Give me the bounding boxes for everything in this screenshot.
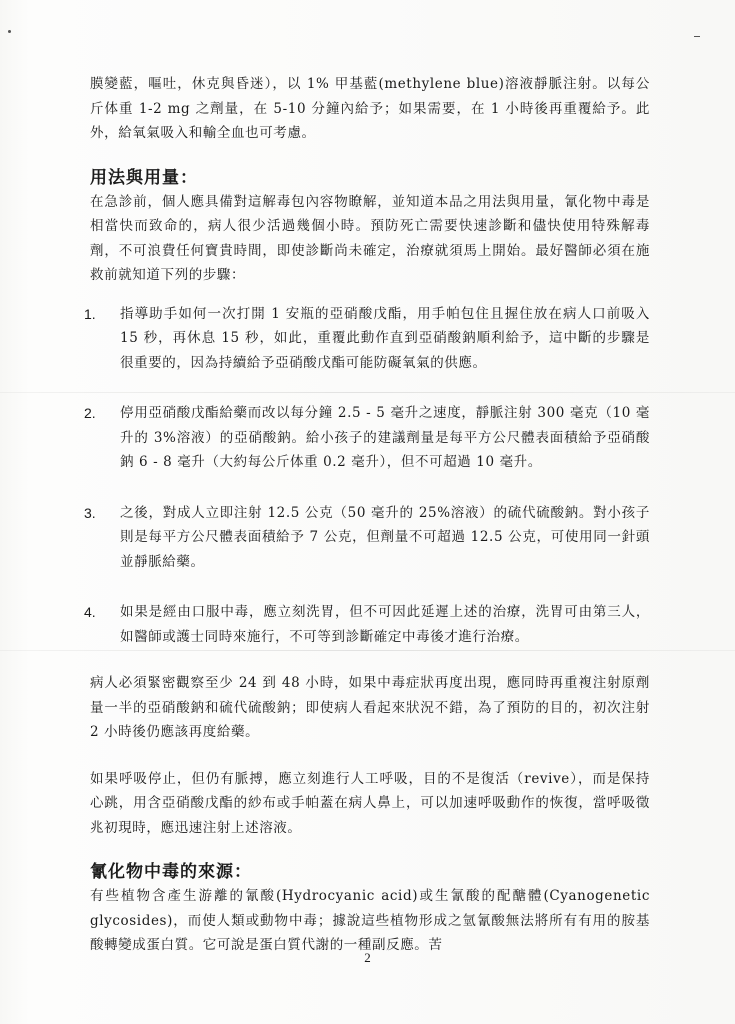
step-item bbox=[84, 501, 650, 575]
step-number: 3. bbox=[84, 504, 96, 521]
sources-paragraph: 有些植物含產生游離的氰酸(Hydrocyanic acid)或生氰酸的配醣體(Cyanogenetic glycosides)，而使人類或動物中毒；據說這些植物形成之氫氰酸無法將所有有用的胺基酸轉變成蛋白質。它可說是蛋白質代謝的一種副反應。苦 bbox=[90, 888, 650, 953]
observation-paragraph: 病人必須緊密觀察至少 24 到 48 小時，如果中毒症狀再度出現，應同時再重複注射原劑量一半的亞硝酸鈉和硫代硫酸鈉；即使病人看起來狀況不錯，為了預防的目的，初次注射 2 小時後仍應該再度給藥。 bbox=[90, 675, 650, 740]
document-body bbox=[84, 72, 650, 958]
step-text: 之後，對成人立即注射 12.5 公克（50 毫升的 25%溶液）的硫代硫酸鈉。對小孩子則是每平方公尺體表面積給予 7 公克，但劑量不可超過 12.5 公克，可使用同一針頭並靜脈給藥。 bbox=[120, 504, 650, 570]
page-number: 2 bbox=[364, 950, 371, 965]
step-item bbox=[84, 600, 650, 649]
step-text: 停用亞硝酸戊酯給藥而改以每分鐘 2.5 - 5 毫升之速度，靜脈注射 300 毫克（10 毫升的 3%溶液）的亞硝酸鈉。給小孩子的建議劑量是每平方公尺體表面積給予亞硝酸鈉 6 - 8 毫升（大約每公斤体重 0.2 毫升），但不可超過 10 毫升。 bbox=[120, 405, 650, 470]
step-text: 如果是經由口服中毒，應立刻洗胃，但不可因此延遲上述的治療，洗胃可由第三人，如醫師或護士同時來施行，不可等到診斷確定中毒後才進行治療。 bbox=[120, 604, 650, 645]
step-number: 4. bbox=[84, 604, 96, 620]
respiration-paragraph: 如果呼吸停止，但仍有脈搏，應立刻進行人工呼吸，目的不是復活（revive），而是保持心跳，用含亞硝酸戊酯的紗布或手帕蓋在病人鼻上，可以加速呼吸動作的恢復，當呼吸徵兆初現時，應迅速注射上述溶液。 bbox=[90, 770, 650, 836]
step-number: 1. bbox=[84, 305, 96, 322]
step-text: 指導助手如何一次打開 1 安瓶的亞硝酸戊酯，用手帕包住且握住放在病人口前吸入 15 秒，再休息 15 秒，如此，重覆此動作直到亞硝酸鈉順利給予，這中斷的步驟是很重要的，因為持續給予亞硝酸戊酯可能防礙氧氣的供應。 bbox=[120, 305, 650, 371]
section-heading-usage: 用法與用量： bbox=[90, 167, 198, 188]
step-item bbox=[84, 401, 650, 475]
step-number: 2. bbox=[84, 405, 96, 421]
step-item bbox=[84, 302, 650, 376]
section-heading-sources: 氰化物中毒的來源： bbox=[90, 862, 252, 882]
usage-paragraph: 在急診前，個人應具備對這解毒包內容物瞭解，並知道本品之用法與用量，氰化物中毒是相當快而致命的，病人很少活過幾個小時。預防死亡需要快速診斷和儘快使用特殊解毒劑，不可浪費任何寶貴時間，即使診斷尚未確定，治療就須馬上開始。最好醫師必須在施救前就知道下列的步驟： bbox=[90, 193, 650, 283]
intro-paragraph: 膜變藍，嘔吐，休克與昏迷），以 1% 甲基藍(methylene blue)溶液靜脈注射。以每公斤体重 1-2 mg 之劑量，在 5-10 分鐘內給予；如果需要，在 1 小時後再重覆給予。此外，給氧氣吸入和輸全血也可考慮。 bbox=[90, 76, 650, 141]
scan-speck bbox=[8, 30, 11, 33]
scan-speck bbox=[694, 36, 700, 37]
